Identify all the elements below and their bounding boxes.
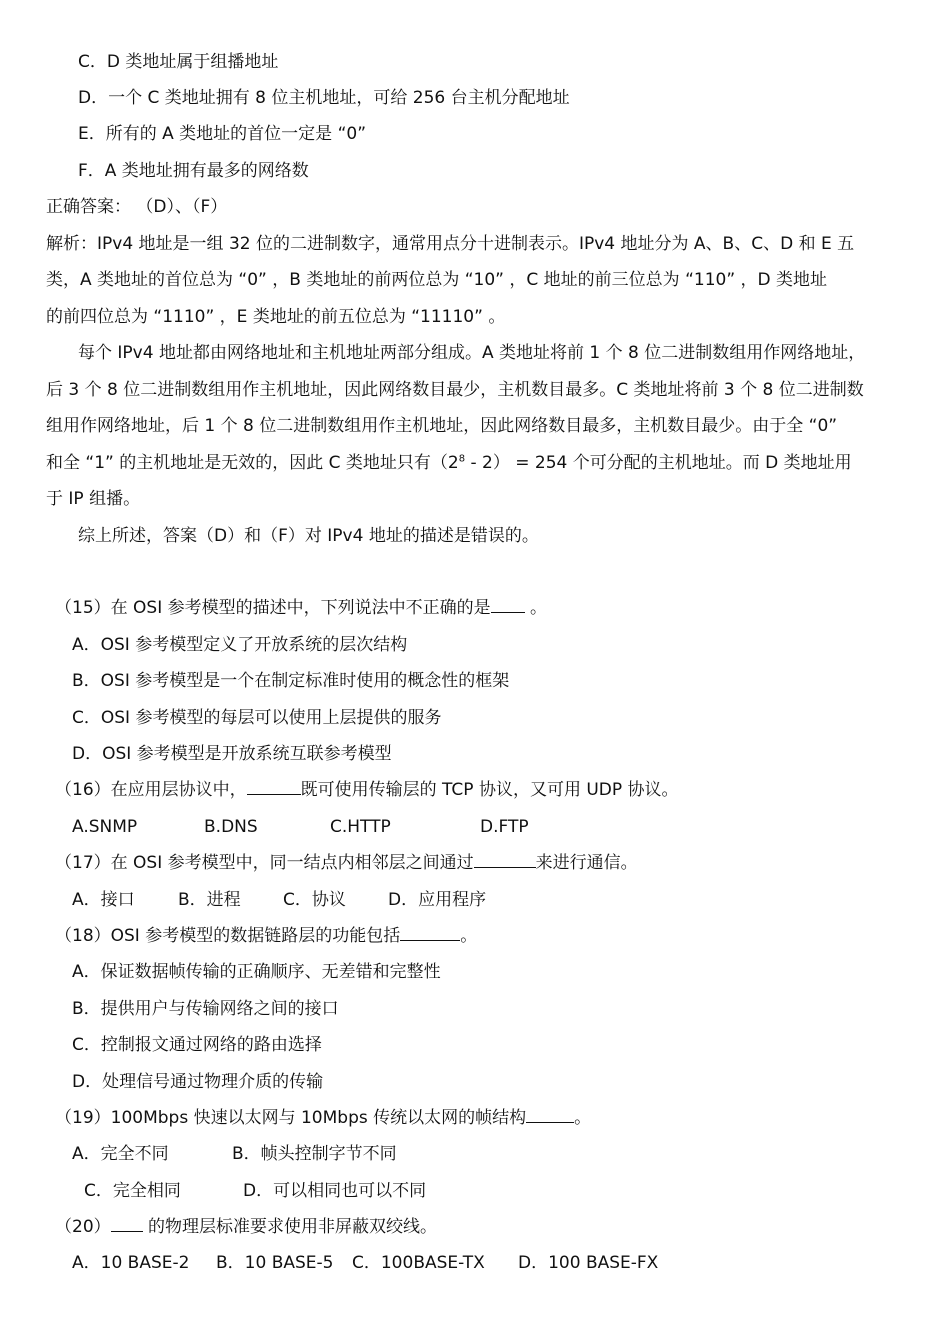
answer-blank [111, 1215, 143, 1232]
question-18-option-d: D．处理信号通过物理介质的传输 [72, 1072, 324, 1092]
analysis-line: 组用作网络地址，后 1 个 8 位二进制数组用作主机地址，因此网络数目最多，主机数目最少。由于全 “0” [46, 416, 838, 436]
analysis-line: 的前四位总为 “1110” ，E 类地址的前五位总为 “11110” 。 [46, 307, 506, 327]
stem-text: （20） [55, 1217, 111, 1237]
question-19-option-a: A．完全不同 [72, 1144, 169, 1164]
question-15-stem [55, 596, 547, 620]
answer-blank [526, 1106, 574, 1123]
question-20-option-b: B．10 BASE-5 [216, 1253, 334, 1273]
question-15-option-a: A．OSI 参考模型定义了开放系统的层次结构 [72, 635, 408, 655]
analysis-line: 后 3 个 8 位二进制数组用作主机地址，因此网络数目最少，主机数目最多。C 类地址将前 3 个 8 位二进制数 [46, 380, 864, 400]
analysis-line: 每个 IPv4 地址都由网络地址和主机地址两部分组成。A 类地址将前 1 个 8 位二进制数组用作网络地址， [78, 343, 866, 363]
stem-text: （15）在 OSI 参考模型的描述中，下列说法中不正确的是 [55, 598, 491, 618]
answer-blank [247, 778, 301, 795]
question-18-option-a: A．保证数据帧传输的正确顺序、无差错和完整性 [72, 962, 441, 982]
analysis-text: - 2） = 254 个可分配的主机地址。而 D 类地址用 [465, 453, 852, 473]
stem-text: 。 [460, 926, 478, 946]
stem-text: 。 [574, 1108, 592, 1128]
question-20-option-d: D．100 BASE-FX [518, 1253, 659, 1273]
question-18-option-b: B．提供用户与传输网络之间的接口 [72, 999, 339, 1019]
analysis-conclusion: 综上所述，答案（D）和（F）对 IPv4 地址的描述是错误的。 [78, 526, 539, 546]
stem-text: （17）在 OSI 参考模型中，同一结点内相邻层之间通过 [55, 853, 474, 873]
exponent: 8 [458, 453, 466, 465]
stem-text: 。 [524, 598, 548, 618]
answer-blank [491, 596, 525, 613]
question-19-option-d: D．可以相同也可以不同 [243, 1181, 427, 1201]
correct-answer: 正确答案： （D）、（F） [46, 197, 228, 217]
question-16-option-c: C.HTTP [330, 817, 391, 837]
answer-blank [400, 924, 460, 941]
analysis-line: 类，A 类地址的首位总为 “0” ，B 类地址的前两位总为 “10” ，C 地址的前三位总为 “110” ，D 类地址 [46, 270, 828, 290]
question-19-option-c: C．完全相同 [84, 1181, 181, 1201]
question-17-option-b: B．进程 [178, 890, 241, 910]
question-16-option-b: B.DNS [204, 817, 258, 837]
analysis-line [46, 451, 852, 475]
question-20-option-c: C．100BASE-TX [352, 1253, 485, 1273]
option-c: C．D 类地址属于组播地址 [78, 52, 279, 72]
stem-text: （19）100Mbps 快速以太网与 10Mbps 传统以太网的帧结构 [55, 1108, 527, 1128]
option-f: F．A 类地址拥有最多的网络数 [78, 161, 309, 181]
question-19-option-b: B．帧头控制字节不同 [232, 1144, 397, 1164]
question-17-option-c: C．协议 [283, 890, 346, 910]
question-20-option-a: A．10 BASE-2 [72, 1253, 190, 1273]
question-20-stem [55, 1215, 437, 1239]
stem-text: 既可使用传输层的 TCP 协议，又可用 UDP 协议。 [300, 780, 679, 800]
question-18-stem [55, 924, 477, 948]
question-15-option-c: C．OSI 参考模型的每层可以使用上层提供的服务 [72, 708, 442, 728]
option-e: E．所有的 A 类地址的首位一定是 “0” [78, 124, 367, 144]
answer-blank [474, 851, 536, 868]
analysis-text: 和全 “1” 的主机地址是无效的，因此 C 类地址只有（2 [46, 453, 459, 473]
analysis-line: 解析：IPv4 地址是一组 32 位的二进制数字，通常用点分十进制表示。IPv4 地址分为 A、B、C、D 和 E 五 [46, 234, 855, 254]
question-18-option-c: C．控制报文通过网络的路由选择 [72, 1035, 322, 1055]
question-16-stem [55, 778, 679, 802]
question-15-option-b: B．OSI 参考模型是一个在制定标准时使用的概念性的框架 [72, 671, 510, 691]
stem-text: 的物理层标准要求使用非屏蔽双绞线。 [142, 1217, 438, 1237]
stem-text: （18）OSI 参考模型的数据链路层的功能包括 [55, 926, 401, 946]
stem-text: 来进行通信。 [535, 853, 638, 873]
question-16-option-d: D.FTP [480, 817, 529, 837]
stem-text: （16）在应用层协议中， [55, 780, 247, 800]
question-15-option-d: D．OSI 参考模型是开放系统互联参考模型 [72, 744, 392, 764]
question-17-stem [55, 851, 638, 875]
analysis-line: 于 IP 组播。 [46, 489, 141, 509]
question-19-stem [55, 1106, 591, 1130]
question-17-option-d: D．应用程序 [388, 890, 487, 910]
option-d: D．一个 C 类地址拥有 8 位主机地址，可给 256 台主机分配地址 [78, 88, 570, 108]
question-17-option-a: A．接口 [72, 890, 135, 910]
question-16-option-a: A.SNMP [72, 817, 138, 837]
